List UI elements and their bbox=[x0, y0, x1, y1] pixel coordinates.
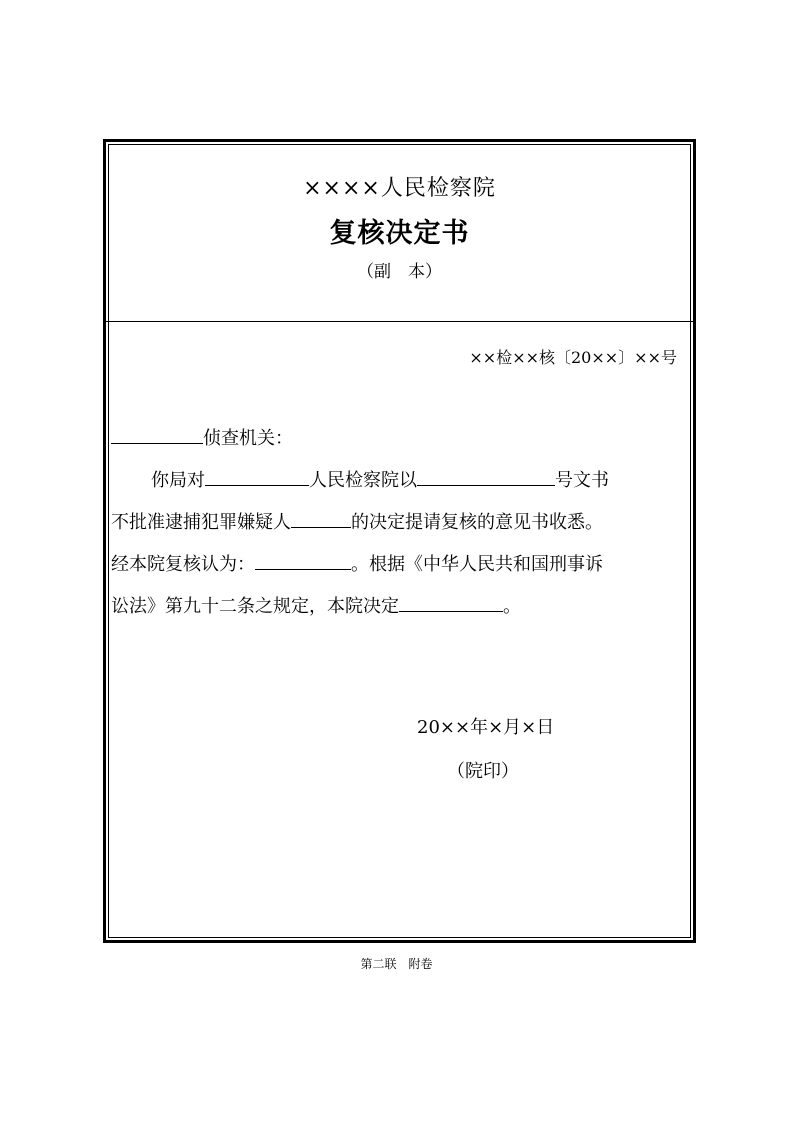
seal-label: （院印） bbox=[447, 761, 519, 782]
investigating-organ-blank[interactable] bbox=[111, 423, 203, 444]
signature-date: 20××年×月×日 bbox=[417, 717, 555, 738]
document-number-blank[interactable] bbox=[417, 465, 555, 486]
document-frame bbox=[103, 139, 696, 943]
text-segment: 。 bbox=[503, 596, 521, 617]
procuratorate-blank[interactable] bbox=[205, 465, 309, 486]
document-number: ××检××核〔20××〕××号 bbox=[469, 348, 677, 367]
document-title: 复核决定书 bbox=[329, 218, 470, 249]
body-line-4 bbox=[111, 586, 676, 628]
copy-label: （副 本） bbox=[357, 262, 442, 282]
review-opinion-blank[interactable] bbox=[255, 549, 351, 570]
header-divider bbox=[106, 321, 693, 322]
addressee-line bbox=[111, 418, 676, 460]
text-segment: 的决定提请复核的意见书收悉。 bbox=[351, 512, 603, 533]
text-segment: 不批准逮捕犯罪嫌疑人 bbox=[111, 512, 291, 533]
body-line-2 bbox=[111, 502, 676, 544]
text-segment: 你局对 bbox=[151, 470, 205, 491]
decision-blank[interactable] bbox=[399, 591, 503, 612]
text-segment: 人民检察院以 bbox=[309, 470, 417, 491]
document-body bbox=[111, 418, 676, 628]
procuratorate-name: ××××人民检察院 bbox=[303, 176, 496, 201]
text-segment: 经本院复核认为： bbox=[111, 554, 255, 575]
text-segment: 。根据《中华人民共和国刑事诉 bbox=[351, 554, 603, 575]
copy-footer: 第二联 附卷 bbox=[360, 957, 433, 971]
body-line-3 bbox=[111, 544, 676, 586]
addressee-suffix: 侦查机关： bbox=[203, 428, 293, 449]
suspect-name-blank[interactable] bbox=[291, 507, 351, 528]
text-segment: 讼法》第九十二条之规定，本院决定 bbox=[111, 596, 399, 617]
body-line-1 bbox=[111, 460, 676, 502]
text-segment: 号文书 bbox=[555, 470, 609, 491]
